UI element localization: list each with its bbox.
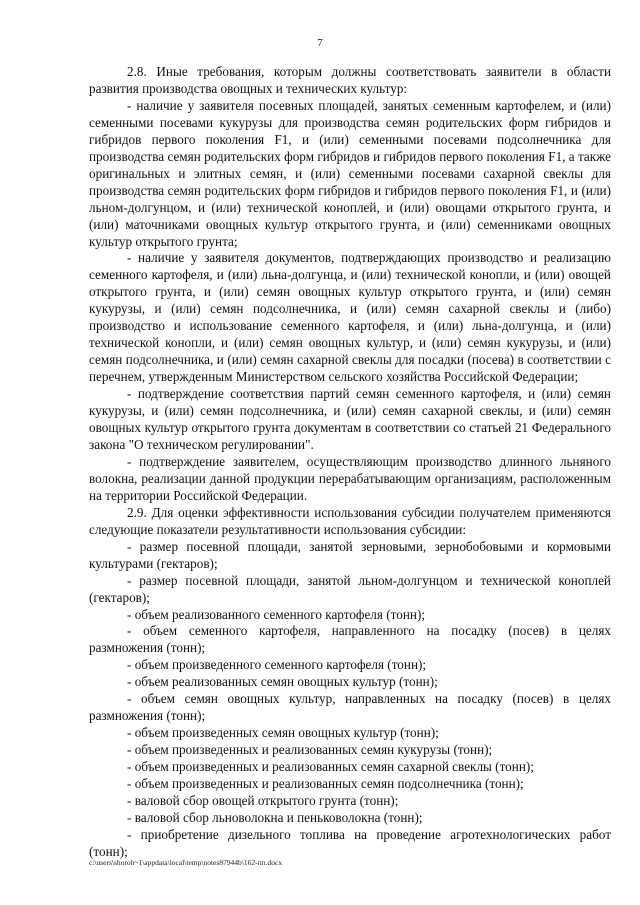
page-number: 7 <box>317 37 323 49</box>
list-item: - объем семенного картофеля, направленного на посадку (посев) в целях размножения (тонн); <box>89 623 611 656</box>
list-item: - приобретение дизельного топлива на проведение агротехнологических работ (тонн); <box>89 826 611 859</box>
list-item: - размер посевной площади, занятой зерновыми, зернобобовыми и кормовыми культурами (гектаров); <box>89 538 611 571</box>
list-item: - объем произведенных и реализованных семян кукурузы (тонн); <box>127 742 493 758</box>
list-item: - размер посевной площади, занятой льном-долгунцом и технической коноплей (гектаров); <box>89 572 611 605</box>
list-item: - наличие у заявителя документов, подтверждающих производство и реализацию семенного картофеля, и (или) льна-долгунца, и (или) технической конопли, и (или) овощей открытого грунта, и (или) семян овощных культур открытого грунта, и (или) семян кукурузы, и (или) семян подсолнечника, и (или) семян сахарной свеклы и (либо) производство и использование семенного картофеля, и (или) льна-долгунца, и (или) технической конопли, и (или) семян овощных культур, и (или) семян кукурузы, и (или) семян подсолнечника, и (или) семян сахарной свеклы для посадки (посева) в соответствии с перечнем, утвержденным Министерством сельского хозяйства Российской Федерации; <box>89 250 611 385</box>
list-item: - объем произведенных и реализованных семян сахарной свеклы (тонн); <box>127 759 534 775</box>
list-item: - наличие у заявителя посевных площадей, занятых семенным картофелем, и (или) семенными посевами кукурузы для производства семян родительских форм гибридов и гибридов первого поколения F1, и (или) семенными посевами подсолнечника для производства семян родительских форм гибридов и гибридов первого поколения F1, а также оригинальных и элитных семян, и (или) семенными посевами сахарной свеклы для производства семян родительских форм гибридов и гибридов первого поколения F1, и (или) льном-долгунцом, и (или) технической коноплей, и (или) овощами открытого грунта, и (или) маточниками овощных культур открытого грунта, и (или) семенниками овощных культур открытого грунта; <box>89 97 611 249</box>
file-path-footer: c:\users\shoroh~1\appdata\local\temp\notes87944b\162-пп.docx <box>89 858 283 867</box>
list-item: - объем реализованного семенного картофеля (тонн); <box>127 606 425 622</box>
list-item: - объем произведенных и реализованных семян подсолнечника (тонн); <box>127 776 524 792</box>
list-item: - объем семян овощных культур, направленных на посадку (посев) в целях размножения (тонн); <box>89 691 611 724</box>
paragraph-2-9: 2.9. Для оценки эффективности использования субсидии получателем применяются следующие показатели результативности использования субсидии: <box>89 504 611 537</box>
list-item: - объем реализованных семян овощных культур (тонн); <box>127 674 438 690</box>
paragraph-2-8: 2.8. Иные требования, которым должны соответствовать заявители в области развития производства овощных и технических культур: <box>89 64 611 96</box>
list-item: - объем произведенного семенного картофеля (тонн); <box>127 657 427 673</box>
list-item: - валовой сбор овощей открытого грунта (тонн); <box>127 792 399 808</box>
list-item: - подтверждение соответствия партий семян семенного картофеля, и (или) семян кукурузы, и (или) семян подсолнечника, и (или) семян сахарной свеклы, и (или) семян овощных культур открытого грунта документам в соответствии со статьей 21 Федерального закона "О техническом регулировании". <box>89 386 611 452</box>
list-item: - объем произведенных семян овощных культур (тонн); <box>127 725 439 741</box>
list-item: - подтверждение заявителем, осуществляющим производство длинного льняного волокна, реализации данной продукции перерабатывающим организациям, расположенным на территории Российской Федерации. <box>89 453 611 503</box>
document-body <box>89 64 611 861</box>
list-item: - валовой сбор льноволокна и пеньковолокна (тонн); <box>127 809 423 825</box>
